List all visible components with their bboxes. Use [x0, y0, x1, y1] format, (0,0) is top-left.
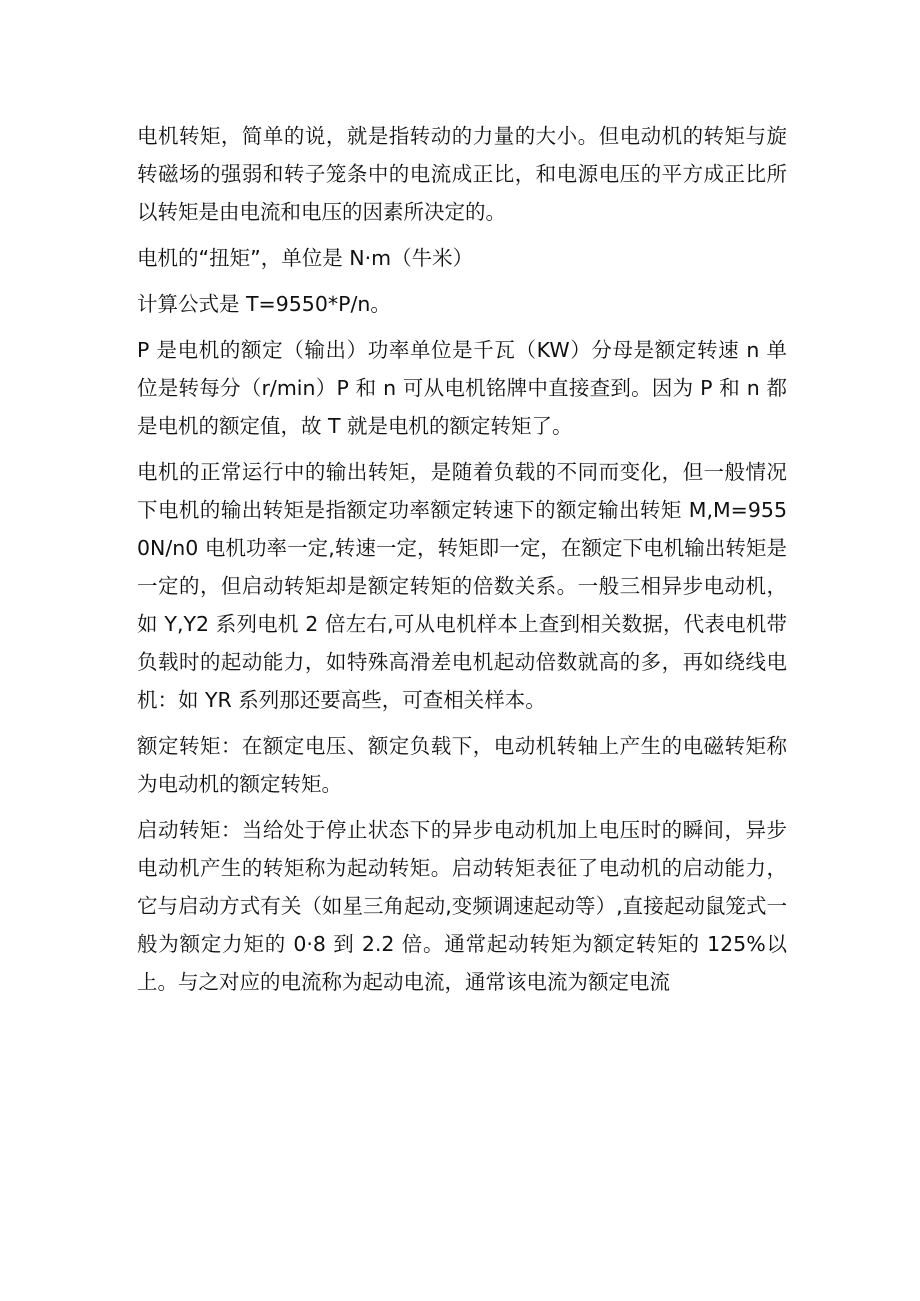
- paragraph-formula-explanation: P 是电机的额定（输出）功率单位是千瓦（KW）分母是额定转速 n 单位是转每分（r/min）P 和 n 可从电机铭牌中直接查到。因为 P 和 n 都是电机的额定值，故 T 就是电机的额定转矩了。: [137, 338, 787, 438]
- paragraph-starting-torque: 启动转矩：当给处于停止状态下的异步电动机加上电压时的瞬间，异步电动机产生的转矩称为起动转矩。启动转矩表征了电动机的启动能力，它与启动方式有关（如星三角起动,变频调速起动等）,直接起动鼠笼式一般为额定力矩的 0·8 到 2.2 倍。通常起动转矩为额定转矩的 125%以上。与之对应的电流称为起动电流，通常该电流为额定电流: [137, 818, 787, 994]
- paragraph-torque-unit: 电机的“扭矩”，单位是 N·m（牛米）: [137, 246, 474, 270]
- paragraph-rated-torque: 额定转矩：在额定电压、额定负载下，电动机转轴上产生的电磁转矩称为电动机的额定转矩。: [137, 734, 787, 796]
- document-body: [137, 117, 787, 1009]
- paragraph-torque-definition: 电机转矩，简单的说，就是指转动的力量的大小。但电动机的转矩与旋转磁场的强弱和转子笼条中的电流成正比，和电源电压的平方成正比所以转矩是由电流和电压的因素所决定的。: [137, 124, 787, 224]
- paragraph-formula: 计算公式是 T=9550*P/n。: [137, 292, 391, 316]
- paragraph-output-torque: 电机的正常运行中的输出转矩，是随着负载的不同而变化，但一般情况下电机的输出转矩是指额定功率额定转速下的额定输出转矩 M,M=9550N/n0 电机功率一定,转速一定，转矩即一定，在额定下电机输出转矩是一定的，但启动转矩却是额定转矩的倍数关系。一般三相异步电动机，如 Y,Y2 系列电机 2 倍左右,可从电机样本上查到相关数据，代表电机带负载时的起动能力，如特殊高滑差电机起动倍数就高的多，再如绕线电机：如 YR 系列那还要高些，可查相关样本。: [137, 460, 787, 712]
